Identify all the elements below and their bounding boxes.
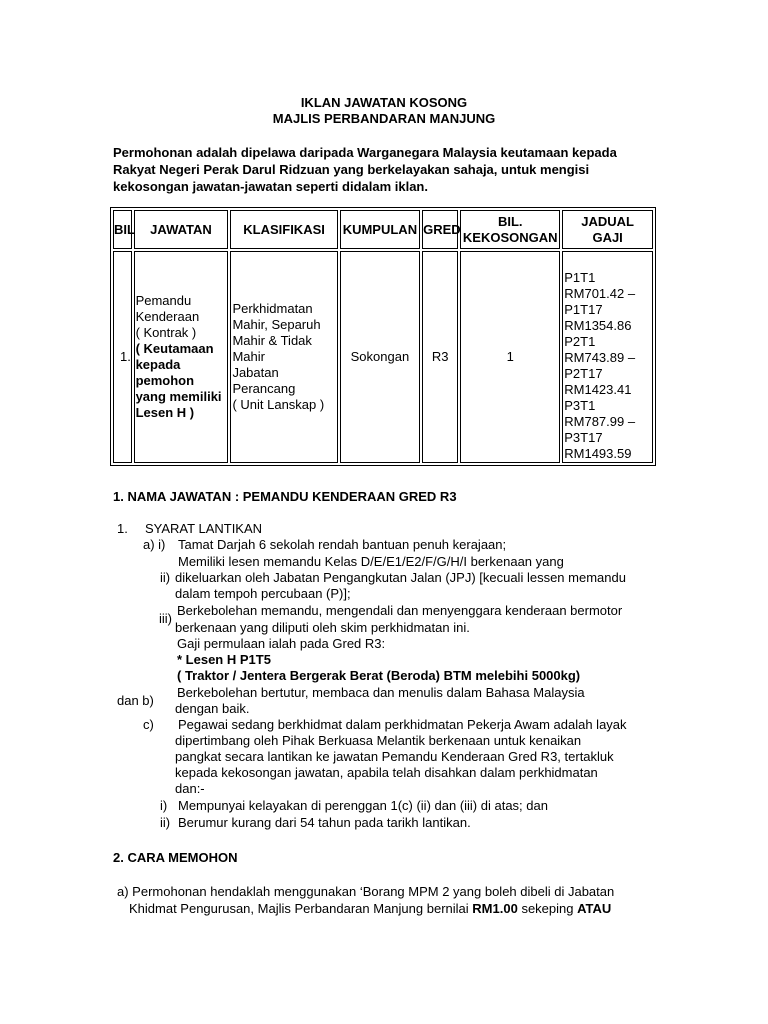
cell-gred: R3 — [422, 251, 458, 463]
item-c-label: c) — [143, 717, 154, 732]
jawatan-line: ( Kontrak ) — [135, 325, 197, 340]
header-jadual-line-2: GAJI — [592, 229, 623, 245]
intro-line-3: kekosongan jawatan-jawatan seperti didalam iklan. — [113, 179, 428, 194]
header-kekosongan-line-2: KEKOSONGAN — [462, 229, 558, 245]
item-ii-label: ii) — [160, 570, 171, 585]
klasifikasi-line: Mahir & Tidak — [232, 333, 312, 348]
header-jawatan: JAWATAN — [134, 210, 229, 249]
section-2-a-line-1: a) Permohonan hendaklah menggunakan ‘Borang MPM 2 yang boleh dibeli di Jabatan — [117, 884, 615, 899]
header-jadual-gaji — [562, 210, 653, 249]
gaji-line: P2T17 — [564, 366, 603, 381]
item-a-label: a) i) — [143, 537, 166, 552]
section-1-heading: 1. NAMA JAWATAN : PEMANDU KENDERAAN GRED R3 — [113, 489, 457, 504]
item-c-line-2: dipertimbang oleh Pihak Berkuasa Melantik berkenaan untuk kenaikan — [175, 733, 582, 748]
cell-jawatan — [134, 251, 229, 463]
item-a-text: Tamat Darjah 6 sekolah rendah bantuan penuh kerajaan; — [178, 537, 507, 552]
gaji-line: RM1423.41 — [564, 382, 632, 397]
table-row — [113, 251, 653, 463]
header-jadual-line-1: JADUAL — [581, 213, 634, 229]
traktor-line: ( Traktor / Jentera Bergerak Berat (Beroda) BTM melebihi 5000kg) — [177, 668, 581, 683]
jawatan-bold-line: Lesen H ) — [135, 405, 195, 420]
intro-line-1: Permohonan adalah dipelawa daripada Warganegara Malaysia keutamaan kepada — [113, 145, 617, 160]
jawatan-bold-line: kepada — [135, 357, 181, 372]
header-klasifikasi: KLASIFIKASI — [230, 210, 337, 249]
item-b-line-1: Berkebolehan bertutur, membaca dan menulis dalam Bahasa Malaysia — [177, 685, 585, 700]
item-c-line-1: Pegawai sedang berkhidmat dalam perkhidmatan Pekerja Awam adalah layak — [178, 717, 627, 732]
gaji-line: RM1354.86 — [564, 318, 632, 333]
header-gred: GRED — [422, 210, 458, 249]
jawatan-line: Kenderaan — [135, 309, 200, 324]
syarat-number: 1. — [117, 521, 128, 536]
gaji-line: P1T17 — [564, 302, 603, 317]
item-b-label: dan b) — [117, 693, 154, 708]
header-bil: BIL — [113, 210, 132, 249]
jawatan-bold-line: ( Keutamaan — [135, 341, 214, 356]
gaji-line: P3T17 — [564, 430, 603, 445]
cell-kekosongan: 1 — [460, 251, 560, 463]
header-kekosongan — [460, 210, 560, 249]
gaji-line: RM701.42 – — [564, 286, 636, 301]
klasifikasi-line: Perancang — [232, 381, 296, 396]
gaji-line: P3T1 — [564, 398, 596, 413]
cell-bil: 1. — [113, 251, 132, 463]
section-2-a-line-2-text: Khidmat Pengurusan, Majlis Perbandaran Manjung bernilai — [129, 901, 469, 916]
item-c-i-label: i) — [160, 798, 168, 813]
cell-klasifikasi — [230, 251, 337, 463]
item-b-line-2: dengan baik. — [175, 701, 250, 716]
gaji-text — [564, 270, 651, 462]
item-c-line-3: pangkat secara lantikan ke jawatan Pemandu Kenderaan Gred R3, tertakluk — [175, 749, 614, 764]
cell-kumpulan: Sokongan — [340, 251, 420, 463]
price-text: RM1.00 — [472, 901, 518, 916]
item-iii-label: iii) — [159, 611, 172, 626]
item-c-i-text: Mempunyai kelayakan di perenggan 1(c) (ii) dan (iii) di atas; dan — [178, 798, 548, 813]
gaji-line: P2T1 — [564, 334, 596, 349]
gaji-line: P1T1 — [564, 270, 596, 285]
item-ii-line-3: dalam tempoh percubaan (P)]; — [175, 586, 351, 601]
gaji-line: RM743.89 – — [564, 350, 636, 365]
vacancy-table — [110, 207, 656, 466]
klasifikasi-line: Mahir — [232, 349, 265, 364]
item-ii-line-1: Memiliki lesen memandu Kelas D/E/E1/E2/F/G/H/I berkenaan yang — [178, 554, 564, 569]
syarat-title: SYARAT LANTIKAN — [145, 521, 263, 536]
klasifikasi-line: Jabatan — [232, 365, 279, 380]
page-title: IKLAN JAWATAN KOSONG — [300, 95, 468, 110]
atau-text: ATAU — [577, 901, 612, 916]
intro-line-2: Rakyat Negeri Perak Darul Ridzuan yang berkelayakan sahaja, untuk mengisi — [113, 162, 590, 177]
klasifikasi-line: Perkhidmatan — [232, 301, 313, 316]
section-2-a-line-2-mid: sekeping — [521, 901, 574, 916]
item-c-line-4: kepada kekosongan jawatan, apabila telah disahkan dalam perkhidmatan — [175, 765, 598, 780]
klasifikasi-line: ( Unit Lanskap ) — [232, 397, 325, 412]
jawatan-text — [136, 293, 227, 421]
klasifikasi-text — [232, 301, 335, 413]
jawatan-bold-line: yang memiliki — [135, 389, 222, 404]
section-2-heading: 2. CARA MEMOHON — [113, 850, 238, 865]
item-c-line-5: dan:- — [175, 781, 205, 796]
jawatan-bold-line: pemohon — [135, 373, 195, 388]
gaji-line: RM787.99 – — [564, 414, 636, 429]
item-ii-line-2: dikeluarkan oleh Jabatan Pengangkutan Jalan (JPJ) [kecuali lessen memandu — [175, 570, 626, 585]
item-c-ii-label: ii) — [160, 815, 171, 830]
lesen-line: * Lesen H P1T5 — [177, 652, 271, 667]
cell-jadual-gaji — [562, 251, 653, 463]
item-iii-line-2: berkenaan yang diliputi oleh skim perkhidmatan ini. — [175, 620, 470, 635]
header-kumpulan: KUMPULAN — [340, 210, 420, 249]
section-2-a-line-2 — [129, 901, 611, 917]
item-iii-line-1: Berkebolehan memandu, mengendali dan menyenggara kenderaan bermotor — [177, 603, 623, 618]
jawatan-line: Pemandu — [135, 293, 192, 308]
item-c-ii-text: Berumur kurang dari 54 tahun pada tarikh lantikan. — [178, 815, 471, 830]
header-kekosongan-line-1: BIL. — [497, 213, 523, 229]
page-subtitle: MAJLIS PERBANDARAN MANJUNG — [272, 111, 496, 126]
gaji-line: RM1493.59 — [564, 446, 632, 461]
gaji-permulaan: Gaji permulaan ialah pada Gred R3: — [177, 636, 386, 651]
klasifikasi-line: Mahir, Separuh — [232, 317, 321, 332]
table-header-row — [113, 210, 653, 249]
